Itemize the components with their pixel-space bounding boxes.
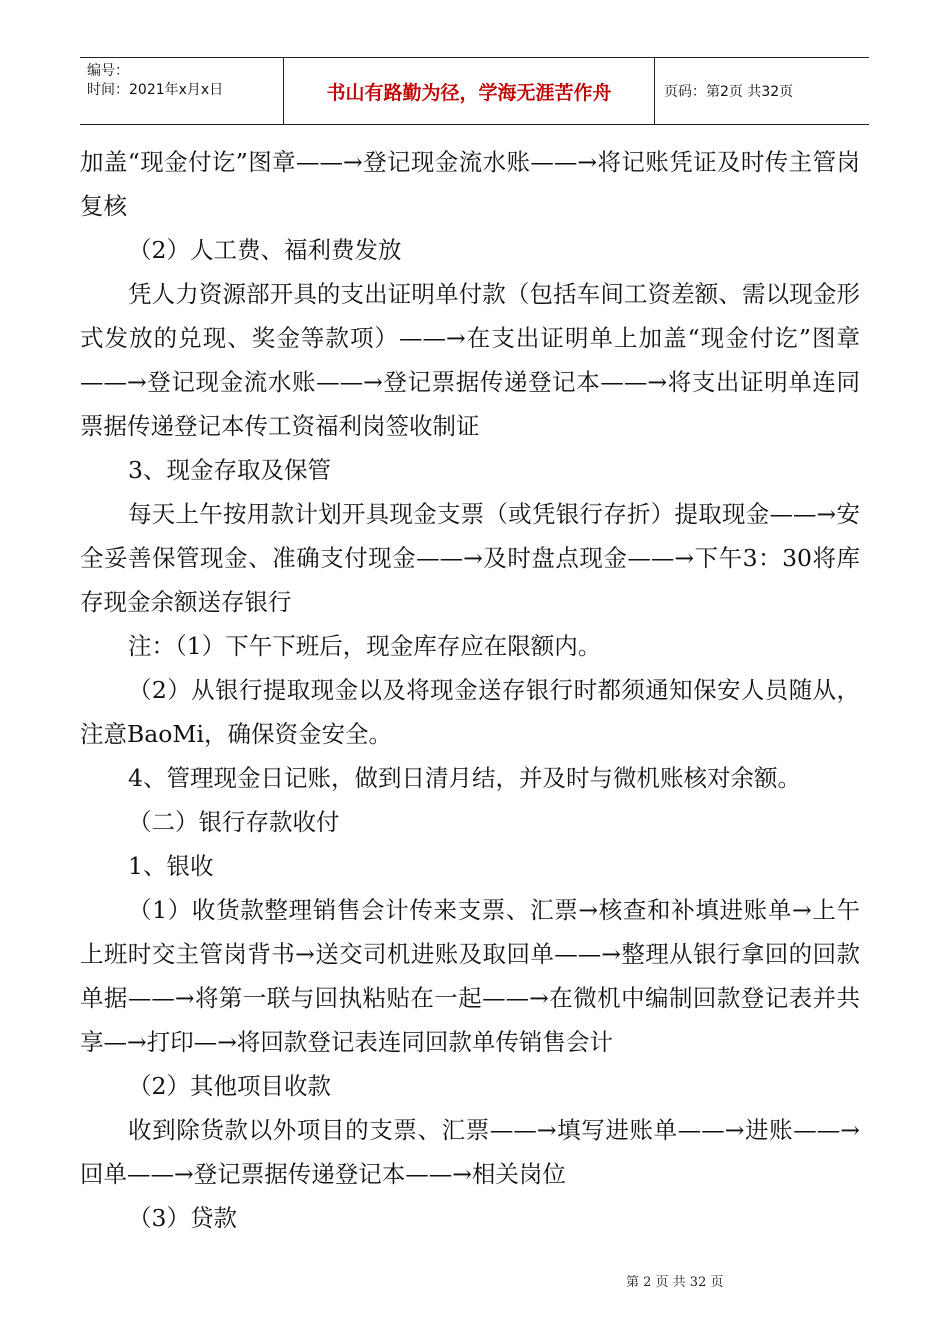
header-motto: 书山有路勤为径，学海无涯苦作舟 — [283, 58, 655, 124]
paragraph: 凭人力资源部开具的支出证明单付款（包括车间工资差额、需以现金形式发放的兑现、奖金等款项）——→在支出证明单上加盖“现金付讫”图章——→登记现金流水账——→登记票据传递登记本——→将支出证明单连同票据传递登记本传工资福利岗签收制证 — [80, 280, 860, 440]
paragraph: （2）人工费、福利费发放 — [128, 236, 402, 264]
paragraph: （2）其他项目收款 — [128, 1072, 331, 1100]
page-header — [80, 57, 869, 125]
header-meta — [80, 58, 283, 124]
paragraph: 1、银收 — [128, 852, 214, 880]
document-body — [80, 140, 860, 1240]
paragraph: 收到除货款以外项目的支票、汇票——→填写进账单——→进账——→回单——→登记票据传递登记本——→相关岗位 — [80, 1116, 860, 1188]
paragraph: （1）收货款整理销售会计传来支票、汇票→核查和补填进账单→上午上班时交主管岗背书→送交司机进账及取回单——→整理从银行拿回的回款单据——→将第一联与回执粘贴在一起——→在微机中编制回款登记表并共享—→打印—→将回款登记表连同回款单传销售会计 — [80, 896, 860, 1056]
paragraph: （2）从银行提取现金以及将现金送存银行时都须通知保安人员随从，注意BaoMi，确保资金安全。 — [80, 676, 860, 748]
paragraph: 每天上午按用款计划开具现金支票（或凭银行存折）提取现金——→安全妥善保管现金、准确支付现金——→及时盘点现金——→下午3：30将库存现金余额送存银行 — [80, 500, 860, 616]
paragraph: 加盖“现金付讫”图章——→登记现金流水账——→将记账凭证及时传主管岗复核 — [80, 148, 860, 220]
number-label: 编号： — [87, 63, 129, 79]
paragraph: （3）贷款 — [128, 1204, 237, 1232]
time-label: 时间：2021年x月x日 — [87, 82, 224, 98]
paragraph: （二）银行存款收付 — [128, 808, 340, 836]
paragraph: 3、现金存取及保管 — [128, 456, 331, 484]
paragraph: 4、管理现金日记账，做到日清月结，并及时与微机账核对余额。 — [128, 764, 801, 792]
paragraph: 注：（1）下午下班后，现金库存应在限额内。 — [128, 632, 602, 660]
page-footer: 第 2 页 共 32 页 — [626, 1275, 724, 1290]
header-page-info: 页码：第2页 共32页 — [664, 84, 794, 100]
